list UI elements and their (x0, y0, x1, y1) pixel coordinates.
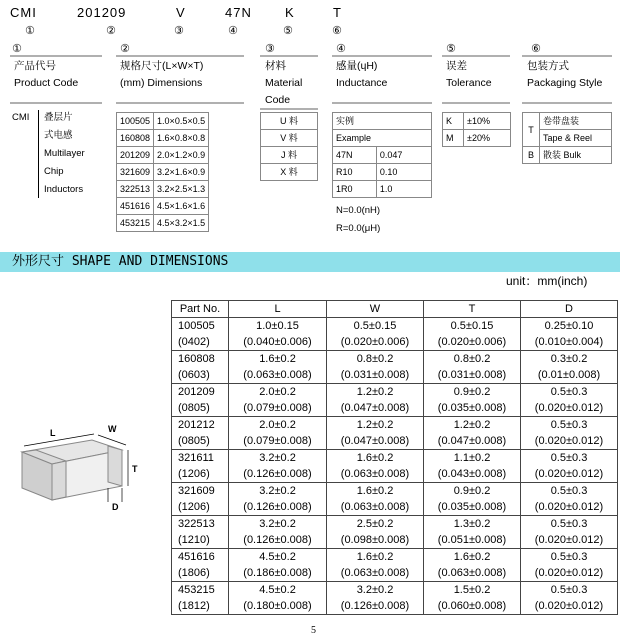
header-rule-1b (10, 102, 102, 104)
table-cell: (0603) (172, 367, 229, 384)
material-title: 材料 Material Code (265, 60, 303, 106)
product-divider (38, 110, 39, 198)
table-cell: (0.035±0.008) (424, 400, 521, 417)
table-cell: 0.5±0.15 (327, 318, 424, 335)
table-row (172, 466, 618, 483)
table-cell: (1206) (172, 499, 229, 516)
table-row (172, 433, 618, 450)
table-cell: (0.020±0.012) (521, 400, 618, 417)
table-row: 322513 3.2×2.5×1.3 (117, 181, 209, 198)
table-cell: (1806) (172, 565, 229, 582)
table-cell: (0.126±0.008) (229, 499, 327, 516)
table-cell: 0.3±0.2 (521, 351, 618, 368)
table-cell: (0.020±0.012) (521, 598, 618, 615)
product-description: 叠层片 式电感 Multilayer Chip Inductors (44, 112, 85, 195)
code-num-6: ⑥ (332, 25, 342, 37)
table-cell: (0.031±0.008) (327, 367, 424, 384)
table-cell: 3.2±0.2 (229, 483, 327, 500)
table-row: Example (333, 130, 432, 147)
table-cell: 201212 (172, 417, 229, 434)
table-cell: (0.060±0.008) (424, 598, 521, 615)
table-cell: 1.2±0.2 (327, 417, 424, 434)
section-title: 外形尺寸 SHAPE AND DIMENSIONS (12, 254, 229, 269)
table-row (172, 532, 618, 549)
table-row (172, 499, 618, 516)
section-num-1: ① (12, 43, 22, 55)
header-rule-6b (522, 102, 612, 104)
table-cell: 322513 (172, 516, 229, 533)
table-row: T 卷带盘装 (523, 113, 612, 130)
table-row (172, 582, 618, 599)
table-cell: (0.031±0.008) (424, 367, 521, 384)
section-num-5: ⑤ (446, 43, 456, 55)
table-cell: 1.1±0.2 (424, 450, 521, 467)
table-cell: (0.020±0.006) (327, 334, 424, 351)
table-cell: (0.040±0.006) (229, 334, 327, 351)
table-cell: 160808 (172, 351, 229, 368)
header-rule-1 (10, 55, 102, 57)
table-cell: 321609 (172, 483, 229, 500)
table-row: R10 0.10 (333, 164, 432, 181)
table-row: 453215 4.5×3.2×1.5 (117, 215, 209, 232)
table-cell: (0.051±0.008) (424, 532, 521, 549)
table-cell: 4.5±0.2 (229, 549, 327, 566)
table-row: 实例 (333, 113, 432, 130)
table-cell: 453215 (172, 582, 229, 599)
table-cell: 2.0±0.2 (229, 417, 327, 434)
table-row (172, 565, 618, 582)
header-rule-4 (332, 55, 432, 57)
table-cell: 0.25±0.10 (521, 318, 618, 335)
table-row: 47N 0.047 (333, 147, 432, 164)
packaging-table (522, 112, 612, 164)
table-row: J 料 (261, 147, 318, 164)
table-cell: (0.043±0.008) (424, 466, 521, 483)
table-row: U 料 (261, 113, 318, 130)
table-cell: 3.2±0.2 (229, 516, 327, 533)
table-cell: 201209 (172, 384, 229, 401)
table-cell: (0.020±0.012) (521, 532, 618, 549)
header-rule-2b (116, 102, 244, 104)
code-part-4: 47N (225, 5, 252, 20)
tolerance-table (442, 112, 511, 147)
table-cell: 1.6±0.2 (327, 483, 424, 500)
code-part-5: K (285, 5, 295, 20)
table-cell: 0.5±0.15 (424, 318, 521, 335)
header-rule-3 (260, 55, 318, 57)
table-cell: 3.2±0.2 (327, 582, 424, 599)
table-cell: 2.0±0.2 (229, 384, 327, 401)
table-cell: 0.8±0.2 (327, 351, 424, 368)
table-cell: 0.8±0.2 (424, 351, 521, 368)
table-cell: 1.3±0.2 (424, 516, 521, 533)
label-l: L (50, 428, 56, 438)
col-w: W (327, 301, 424, 318)
table-row (172, 483, 618, 500)
table-cell: 1.2±0.2 (327, 384, 424, 401)
product-code: CMI (12, 112, 30, 123)
table-cell: 1.6±0.2 (229, 351, 327, 368)
table-cell: 1.6±0.2 (327, 450, 424, 467)
label-w: W (108, 424, 117, 434)
table-row: M ±20% (443, 130, 511, 147)
table-row: B 散装 Bulk (523, 147, 612, 164)
table-cell: (1210) (172, 532, 229, 549)
chip-drawing (12, 412, 162, 512)
table-row: Tape & Reel (523, 130, 612, 147)
table-cell: (0.020±0.012) (521, 499, 618, 516)
table-cell: 0.5±0.3 (521, 384, 618, 401)
section-num-6: ⑥ (531, 43, 541, 55)
code-part-3: V (176, 5, 186, 20)
table-cell: 1.2±0.2 (424, 417, 521, 434)
header-rule-5 (442, 55, 510, 57)
table-cell: (0.180±0.008) (229, 598, 327, 615)
code-part-1: CMI (10, 5, 37, 20)
table-cell: (0.020±0.006) (424, 334, 521, 351)
table-cell: 0.5±0.3 (521, 417, 618, 434)
table-row (172, 400, 618, 417)
table-cell: 0.5±0.3 (521, 549, 618, 566)
table-cell: 0.9±0.2 (424, 483, 521, 500)
page-number: 5 (311, 625, 316, 636)
section-num-4: ④ (336, 43, 346, 55)
col-l: L (229, 301, 327, 318)
table-cell: (0.126±0.008) (327, 598, 424, 615)
table-cell: (0.079±0.008) (229, 433, 327, 450)
section-banner (0, 252, 620, 272)
table-header-row (172, 301, 618, 318)
section-num-3: ③ (265, 43, 275, 55)
table-row: V 料 (261, 130, 318, 147)
table-cell: (0.186±0.008) (229, 565, 327, 582)
table-row (172, 318, 618, 335)
table-row (172, 367, 618, 384)
label-t: T (132, 464, 138, 474)
table-cell: 1.5±0.2 (424, 582, 521, 599)
table-cell: (1206) (172, 466, 229, 483)
table-cell: (0.020±0.012) (521, 466, 618, 483)
code-num-2: ② (106, 25, 116, 37)
table-cell: (0805) (172, 400, 229, 417)
table-cell: 100505 (172, 318, 229, 335)
table-row (172, 384, 618, 401)
table-cell: 4.5±0.2 (229, 582, 327, 599)
packaging-title: 包装方式 Packaging Style (527, 60, 603, 89)
inductance-table (332, 112, 432, 198)
product-code-title: 产品代号 Product Code (14, 60, 79, 89)
table-cell: (0.126±0.008) (229, 532, 327, 549)
table-row: 321609 3.2×1.6×0.9 (117, 164, 209, 181)
table-cell: 0.5±0.3 (521, 516, 618, 533)
inductance-notes: N=0.0(nH) R=0.0(μH) (336, 205, 381, 234)
table-cell: (0.063±0.008) (327, 466, 424, 483)
table-cell: (0.047±0.008) (327, 433, 424, 450)
table-row: K ±10% (443, 113, 511, 130)
table-row: 100505 1.0×0.5×0.5 (117, 113, 209, 130)
table-cell: (0.020±0.012) (521, 433, 618, 450)
code-num-3: ③ (174, 25, 184, 37)
dimension-code-table (116, 112, 209, 232)
table-cell: (0.035±0.008) (424, 499, 521, 516)
tolerance-title: 误差 Tolerance (446, 60, 492, 89)
dimensions-table (171, 300, 618, 615)
table-row (172, 598, 618, 615)
code-part-2: 201209 (77, 5, 127, 20)
inductance-title: 感量(ɥH) Inductance (336, 60, 388, 89)
table-cell: (0.126±0.008) (229, 466, 327, 483)
code-num-5: ⑤ (283, 25, 293, 37)
table-cell: (0.063±0.008) (327, 565, 424, 582)
table-cell: (0.047±0.008) (424, 433, 521, 450)
table-cell: (0805) (172, 433, 229, 450)
header-rule-2 (116, 55, 244, 57)
table-cell: 1.6±0.2 (424, 549, 521, 566)
table-cell: 1.0±0.15 (229, 318, 327, 335)
table-row: X 料 (261, 164, 318, 181)
table-cell: (0.098±0.008) (327, 532, 424, 549)
table-cell: (0402) (172, 334, 229, 351)
table-cell: (0.063±0.008) (327, 499, 424, 516)
table-cell: (0.079±0.008) (229, 400, 327, 417)
table-row (172, 516, 618, 533)
dimensions-title: 规格尺寸(L×W×T) (mm) Dimensions (120, 60, 204, 89)
code-num-4: ④ (228, 25, 238, 37)
table-row: 201209 2.0×1.2×0.9 (117, 147, 209, 164)
table-cell: 3.2±0.2 (229, 450, 327, 467)
table-cell: (0.047±0.008) (327, 400, 424, 417)
table-cell: 321611 (172, 450, 229, 467)
table-cell: (0.01±0.008) (521, 367, 618, 384)
material-code-table (260, 112, 318, 181)
table-row: 1R0 1.0 (333, 181, 432, 198)
table-row (172, 450, 618, 467)
header-rule-6 (522, 55, 612, 57)
table-row (172, 549, 618, 566)
table-cell: (0.010±0.004) (521, 334, 618, 351)
table-cell: (0.063±0.008) (229, 367, 327, 384)
header-rule-5b (442, 102, 510, 104)
table-row (172, 417, 618, 434)
table-row (172, 334, 618, 351)
col-part-no: Part No. (172, 301, 229, 318)
code-num-1: ① (25, 25, 35, 37)
code-part-6: T (333, 5, 342, 20)
header-rule-4b (332, 102, 432, 104)
table-row: 451616 4.5×1.6×1.6 (117, 198, 209, 215)
table-cell: (0.063±0.008) (424, 565, 521, 582)
col-t: T (424, 301, 521, 318)
col-d: D (521, 301, 618, 318)
table-cell: 0.5±0.3 (521, 483, 618, 500)
table-cell: (1812) (172, 598, 229, 615)
unit-label: unit：mm(inch) (506, 274, 588, 288)
table-row: 160808 1.6×0.8×0.8 (117, 130, 209, 147)
table-cell: 0.5±0.3 (521, 450, 618, 467)
label-d: D (112, 502, 119, 512)
table-cell: 451616 (172, 549, 229, 566)
table-cell: 1.6±0.2 (327, 549, 424, 566)
table-cell: 2.5±0.2 (327, 516, 424, 533)
table-cell: 0.5±0.3 (521, 582, 618, 599)
section-num-2: ② (120, 43, 130, 55)
table-cell: 0.9±0.2 (424, 384, 521, 401)
table-cell: (0.020±0.012) (521, 565, 618, 582)
table-row (172, 351, 618, 368)
